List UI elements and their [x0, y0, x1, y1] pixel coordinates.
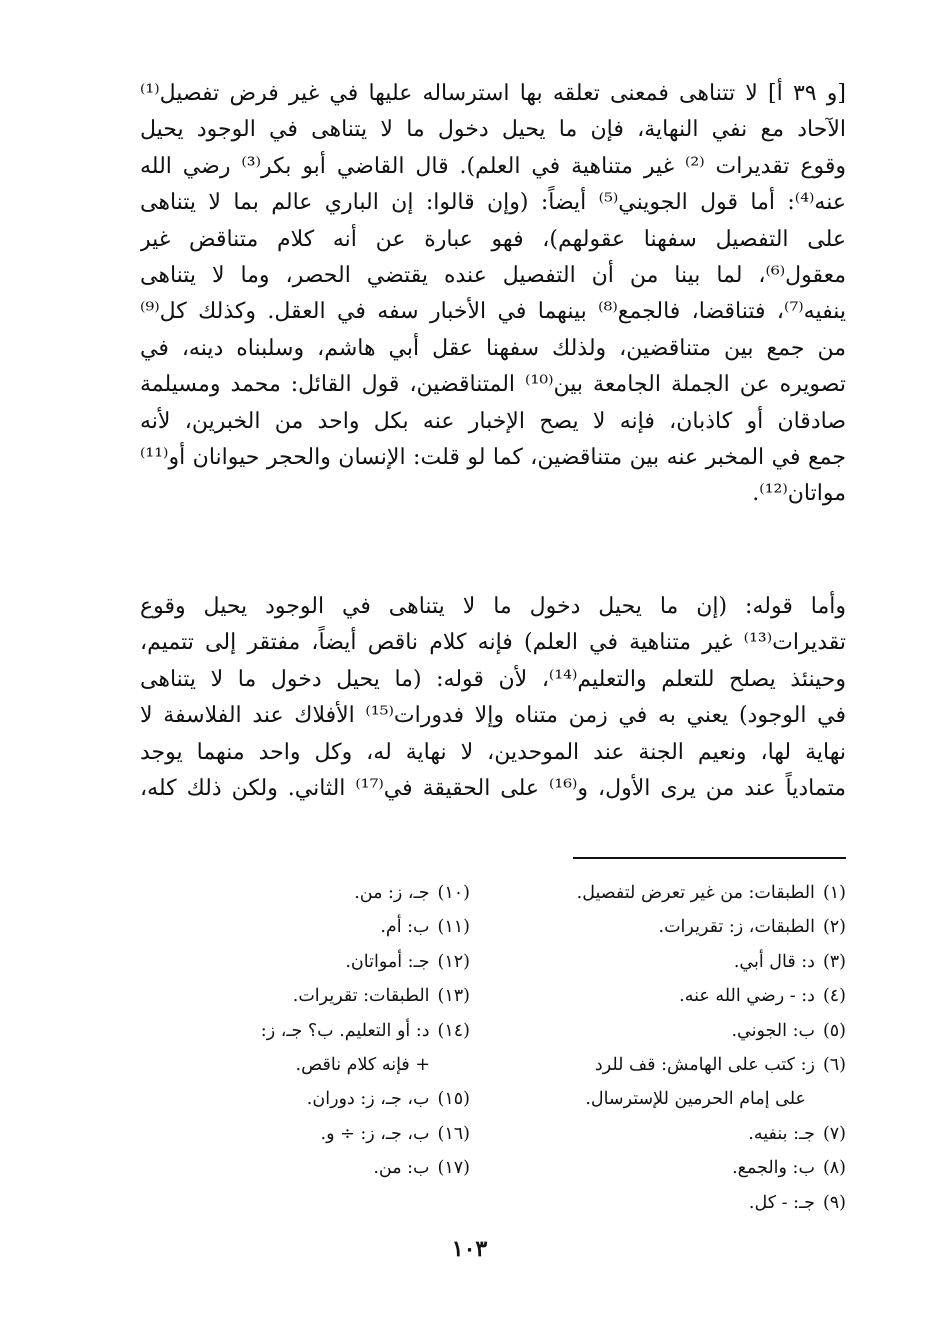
text-line: تصويره عن الجملة الجامعة بين⁽¹⁰⁾ المتناقضين، قول القائل: محمد ومسيلمة	[140, 372, 846, 398]
footnote	[510, 945, 846, 979]
footnote	[140, 910, 470, 944]
footnote	[510, 910, 846, 944]
footnote-text: د: - رضي الله عنه.	[679, 986, 815, 1007]
footnotes-left-column	[140, 876, 470, 1186]
footnote	[140, 979, 470, 1013]
footnote-divider	[573, 857, 846, 859]
footnote-text: على إمام الحرمين للإسترسال.	[585, 1089, 806, 1110]
text-line: وحينئذ يصلح للتعلم والتعليم⁽¹⁴⁾، لأن قوله: (ما يحيل دخول ما لا يتناهى	[140, 666, 846, 692]
footnote-number: (١٤)	[437, 1020, 470, 1041]
footnote-number: (٩)	[822, 1192, 846, 1213]
footnote-number: (١٠)	[437, 883, 470, 903]
main-paragraph-1	[140, 76, 846, 513]
text-line: عنه⁽⁴⁾: أما قول الجويني⁽⁵⁾ أيضاً: (وإن قالوا: إن الباري عالم بما لا يتناهى	[140, 190, 846, 216]
footnote	[140, 876, 470, 910]
footnote-number: (١١)	[437, 917, 470, 938]
text-line: مواتان⁽¹²⁾.	[752, 481, 846, 507]
footnote-text: جـ: بنفيه.	[748, 1123, 815, 1144]
page-number: ١٠٣	[451, 1236, 488, 1262]
footnote-text: الطبقات، ز: تقريرات.	[658, 917, 815, 938]
footnote-number: (١٢)	[437, 951, 470, 972]
footnote-number: (١٥)	[437, 1089, 470, 1110]
footnote-text: د: قال أبي.	[733, 951, 815, 972]
text-line: نهاية لها، ونعيم الجنة عند الموحدين، لا نهاية له، وكل واحد منهما يوجد	[140, 739, 846, 765]
footnote-number: (٧)	[822, 1123, 846, 1144]
footnote-number: (٣)	[822, 951, 846, 972]
footnote-text: جـ: أمواتان.	[345, 951, 430, 972]
text-line: الآحاد مع نفي النهاية، فإن ما يحيل دخول ما لا يتناهى في الوجود يحيل	[140, 117, 846, 143]
footnote	[140, 1082, 470, 1116]
footnote-text: الطبقات: من غير تعرض لتفصيل.	[576, 883, 815, 903]
text-line: صادقان أو كاذبان، فإنه لا يصح الإخبار عنه بكل واحد من الخبرين، لأنه	[140, 408, 846, 434]
footnote-text: جـ: - كل.	[748, 1192, 815, 1213]
footnote-number: (٨)	[822, 1158, 846, 1179]
footnote-text: الطبقات: تقريرات.	[292, 986, 430, 1007]
footnote-text: + فإنه كلام ناقص.	[295, 1055, 430, 1076]
footnote-number: (١)	[822, 883, 846, 903]
footnote-text: جـ، ز: من.	[354, 883, 430, 903]
footnote-continuation	[510, 1082, 846, 1116]
footnotes-right-column	[510, 876, 846, 1220]
footnote	[140, 1117, 470, 1151]
footnote-number: (٦)	[822, 1055, 846, 1076]
footnote-number: (١٣)	[437, 986, 470, 1007]
footnote-text: ب: أم.	[380, 917, 430, 938]
footnote	[510, 979, 846, 1013]
text-line: جمع في المخبر عنه بين متناقضين، كما لو قلت: الإنسان والحجر حيوانان أو⁽¹¹⁾	[140, 445, 846, 471]
footnote-text: ب: الجوني.	[731, 1020, 815, 1041]
footnote	[510, 1186, 846, 1220]
footnote	[510, 1048, 846, 1082]
footnote-continuation	[140, 1048, 470, 1082]
footnote-text: ب، جـ، ز: ÷ و.	[320, 1123, 430, 1144]
footnote	[510, 1151, 846, 1185]
footnote	[510, 876, 846, 910]
footnote-text: ب: من.	[373, 1158, 430, 1179]
text-line: تقديرات⁽¹³⁾ غير متناهية في العلم) فإنه كلام ناقص أيضاً، مفتقر إلى تتميم،	[140, 630, 846, 656]
text-line: وقوع تقديرات ⁽²⁾ غير متناهية في العلم). قال القاضي أبو بكر⁽³⁾ رضي الله	[140, 153, 846, 179]
text-line: من جمع بين متناقضين، ولذلك سفهنا عقل أبي هاشم، وسلبناه دينه، في	[140, 335, 846, 361]
footnote-number: (٥)	[822, 1020, 846, 1041]
main-paragraph-2	[140, 589, 846, 807]
text-line: وأما قوله: (إن ما يحيل دخول ما لا يتناهى في الوجود يحيل وقوع	[140, 594, 846, 619]
text-line: [و ٣٩ أ] لا تتناهى فمعنى تعلقه بها استرساله عليها في غير فرض تفصيل⁽¹⁾	[140, 81, 846, 106]
footnote-text: د: أو التعليم. ب؟ جـ، ز:	[260, 1020, 430, 1041]
footnote	[140, 1014, 470, 1048]
footnote	[510, 1014, 846, 1048]
footnote-text: ب، جـ، ز: دوران.	[306, 1089, 430, 1110]
footnote-number: (٤)	[822, 986, 846, 1007]
footnote	[510, 1117, 846, 1151]
text-line: ينفيه⁽⁷⁾، فتناقضا، فالجمع⁽⁸⁾ بينهما في الأخبار سفه في العقل. وكذلك كل⁽⁹⁾	[140, 299, 846, 325]
footnote-text: ز: كتب على الهامش: قف للرد	[594, 1055, 815, 1076]
text-line: في الوجود) يعني به في زمن متناه وإلا فدورات⁽¹⁵⁾ الأفلاك عند الفلاسفة لا	[140, 703, 846, 729]
footnote-number: (١٧)	[437, 1158, 470, 1179]
text-line: معقول⁽⁶⁾، لما بينا من أن التفصيل عنده يقتضي الحصر، وما لا يتناهى	[140, 263, 846, 289]
text-line: على التفصيل سفهنا عقولهم)، فهو عبارة عن أنه كلام متناقض غير	[140, 226, 846, 252]
footnote	[140, 1151, 470, 1185]
footnote	[140, 945, 470, 979]
text-line: متمادياً عند من يرى الأول، و⁽¹⁶⁾ على الحقيقة في⁽¹⁷⁾ الثاني. ولكن ذلك كله،	[140, 776, 846, 802]
footnote-number: (١٦)	[437, 1123, 470, 1144]
footnote-number: (٢)	[822, 917, 846, 938]
footnote-text: ب: والجمع.	[732, 1158, 815, 1179]
